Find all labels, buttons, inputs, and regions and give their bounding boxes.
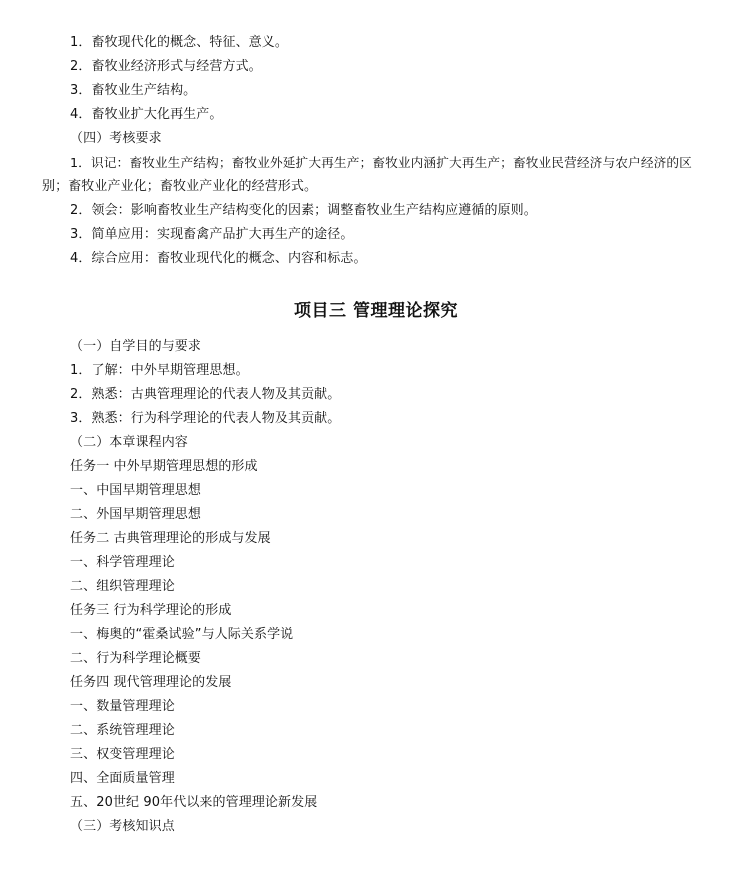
list-item: 2．熟悉：古典管理理论的代表人物及其贡献。: [70, 387, 341, 402]
list-item: 一、梅奥的“霍桑试验”与人际关系学说: [70, 627, 294, 642]
list-item: 2．畜牧业经济形式与经营方式。: [70, 59, 262, 74]
list-item: 二、外国早期管理思想: [70, 507, 202, 522]
subheading-exam-requirements: （四）考核要求: [70, 131, 162, 146]
subheading-study-goals: （一）自学目的与要求: [70, 339, 202, 354]
list-item: 4．畜牧业扩大化再生产。: [70, 107, 223, 122]
section-title: 项目三 管理理论探究: [294, 301, 458, 321]
list-item: 2．领会：影响畜牧业生产结构变化的因素；调整畜牧业生产结构应遵循的原则。: [70, 203, 537, 218]
list-item: 一、数量管理理论: [70, 699, 175, 714]
list-item: 1．识记：畜牧业生产结构；畜牧业外延扩大再生产；畜牧业内涵扩大再生产；畜牧业民营经济与农户经济的区: [70, 155, 692, 170]
task-heading: 任务一 中外早期管理思想的形成: [70, 459, 258, 474]
list-item: 三、权变管理理论: [70, 747, 175, 762]
list-item: 3．畜牧业生产结构。: [70, 83, 197, 98]
subheading-exam-points: （三）考核知识点: [70, 819, 175, 834]
list-item: 五、20世纪 90年代以来的管理理论新发展: [70, 795, 318, 810]
list-item-continuation: 别；畜牧业产业化；畜牧业产业化的经营形式。: [42, 179, 318, 194]
task-heading: 任务二 古典管理理论的形成与发展: [70, 531, 271, 546]
list-item: 1．畜牧现代化的概念、特征、意义。: [70, 35, 288, 50]
subheading-course-content: （二）本章课程内容: [70, 435, 188, 450]
list-item: 四、全面质量管理: [70, 771, 175, 786]
list-item: 4．综合应用：畜牧业现代化的概念、内容和标志。: [70, 251, 367, 266]
list-item: 一、科学管理理论: [70, 555, 175, 570]
list-item: 一、中国早期管理思想: [70, 483, 202, 498]
list-item: 二、组织管理理论: [70, 579, 175, 594]
task-heading: 任务四 现代管理理论的发展: [70, 675, 232, 690]
list-item: 二、行为科学理论概要: [70, 651, 202, 666]
task-heading: 任务三 行为科学理论的形成: [70, 603, 232, 618]
list-item: 1．了解：中外早期管理思想。: [70, 363, 249, 378]
list-item: 二、系统管理理论: [70, 723, 175, 738]
list-item: 3．熟悉：行为科学理论的代表人物及其贡献。: [70, 411, 341, 426]
list-item: 3．简单应用：实现畜禽产品扩大再生产的途径。: [70, 227, 354, 242]
